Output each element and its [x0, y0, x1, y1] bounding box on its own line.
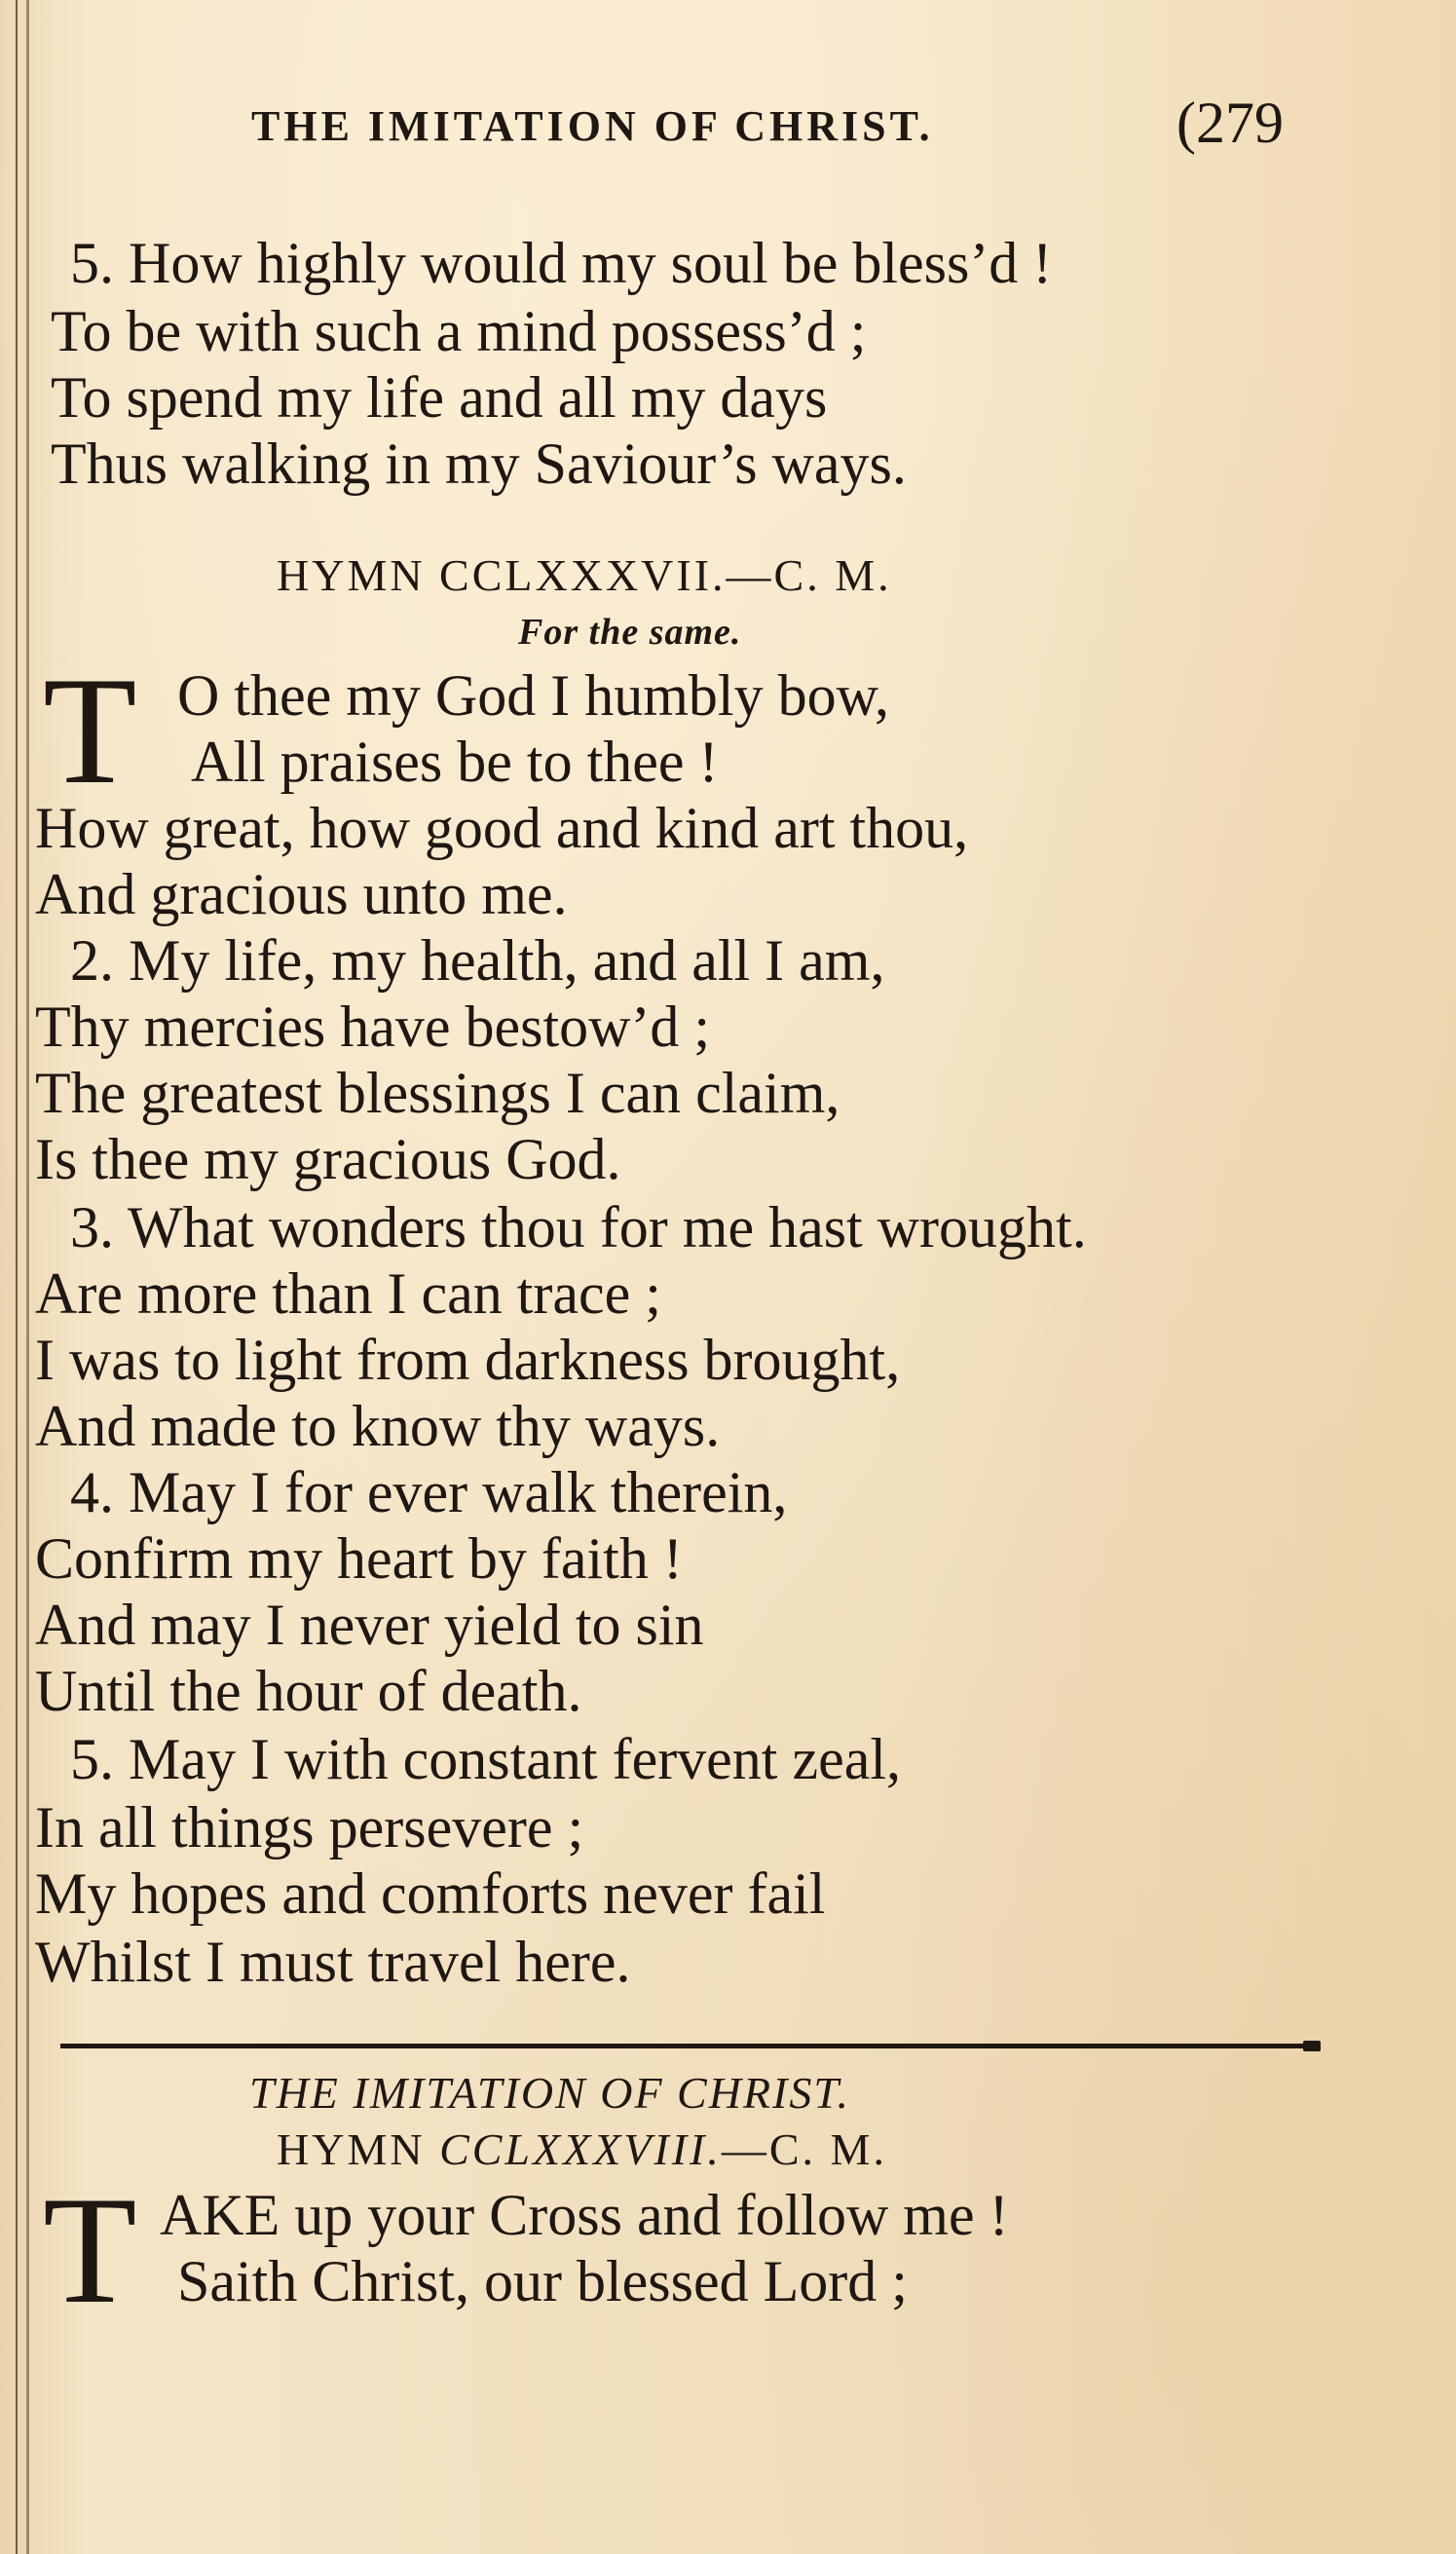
verse-line: 3. What wonders thou for me hast wrought. [70, 1195, 1087, 1259]
page-number: (279 [1176, 91, 1284, 155]
verse-line: 5. May I with constant fervent zeal, [70, 1727, 902, 1791]
verse-line: To be with such a mind possess’d ; [51, 299, 867, 363]
gutter-edge-line [16, 0, 18, 2554]
verse-line: Whilst I must travel here. [35, 1930, 631, 1994]
hymn-title-prefix: HYMN [277, 2124, 440, 2174]
drop-cap: T [43, 646, 137, 816]
verse-line: 4. May I for ever walk therein, [70, 1460, 788, 1524]
verse-line: And made to know thy ways. [35, 1394, 721, 1458]
verse-line: The greatest blessings I can claim, [35, 1061, 840, 1125]
verse-line: All praises be to thee ! [191, 730, 719, 794]
verse-line: Are more than I can trace ; [35, 1261, 661, 1326]
verse-line: Thy mercies have bestow’d ; [35, 995, 711, 1059]
verse-line: In all things persevere ; [35, 1795, 584, 1859]
verse-line: AKE up your Cross and follow me ! [160, 2183, 1009, 2247]
drop-cap: T [43, 2165, 137, 2336]
verse-line: And may I never yield to sin [35, 1593, 704, 1657]
section-rule [60, 2044, 1317, 2048]
verse-line: 2. My life, my health, and all I am, [70, 928, 885, 993]
verse-line: Thus walking in my Saviour’s ways. [51, 432, 907, 496]
verse-line: Is thee my gracious God. [35, 1127, 621, 1191]
hymn-subtitle: For the same. [518, 612, 742, 653]
verse-line: Saith Christ, our blessed Lord ; [177, 2249, 908, 2313]
verse-line: My hopes and comforts never fail [35, 1861, 826, 1926]
hymn-title [277, 2124, 887, 2174]
verse-line: How great, how good and kind art thou, [35, 796, 969, 860]
verse-line: To spend my life and all my days [51, 365, 828, 430]
verse-line: And gracious unto me. [35, 862, 568, 926]
hymn-title-suffix: —C. M. [721, 2124, 887, 2174]
section-heading: THE IMITATION OF CHRIST. [249, 2068, 851, 2118]
gutter-shadow-line [26, 0, 29, 2554]
verse-line: Until the hour of death. [35, 1659, 582, 1723]
hymn-title: HYMN CCLXXXVII.—C. M. [277, 550, 892, 600]
running-head: THE IMITATION OF CHRIST. [251, 102, 934, 150]
verse-line: Confirm my heart by faith ! [35, 1526, 683, 1591]
verse-line: O thee my God I humbly bow, [177, 663, 890, 728]
verse-line: I was to light from darkness brought, [35, 1328, 901, 1392]
verse-line: 5. How highly would my soul be bless’d ! [70, 231, 1053, 295]
hymn-title-numeral: CCLXXXVIII. [439, 2124, 722, 2174]
